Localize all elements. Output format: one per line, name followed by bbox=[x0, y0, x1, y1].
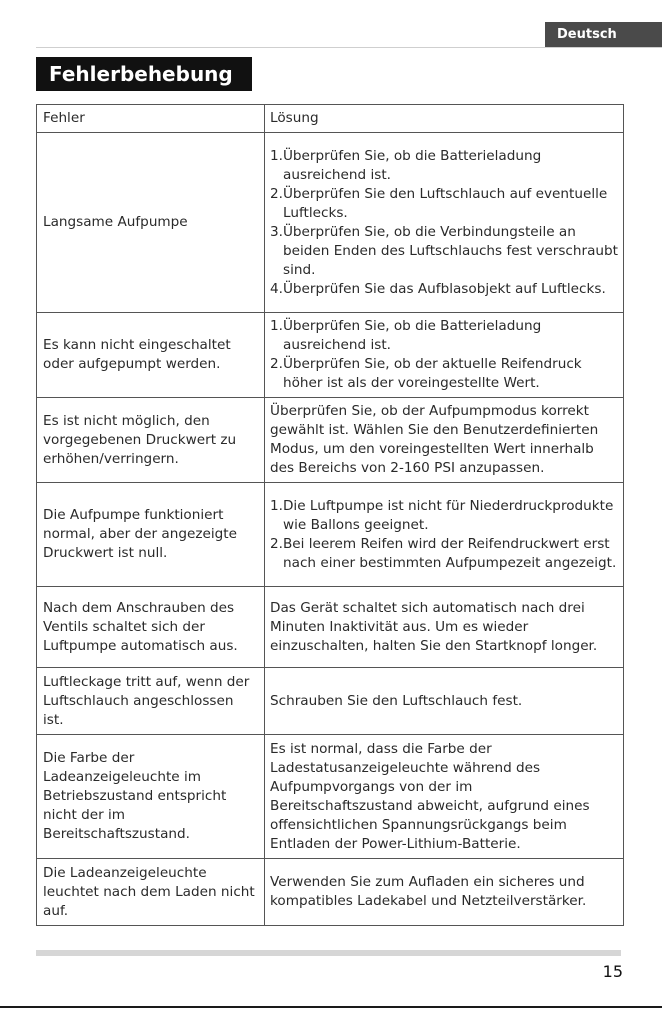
solution-cell: Überprüfen Sie, ob der Aufpumpmodus korrekt gewählt ist. Wählen Sie den Benutzerdefinierten Modus, um den voreingestellten Wert innerhalb des Bereichs von 2-160 PSI anzupassen. bbox=[265, 398, 624, 483]
problem-cell: Es ist nicht möglich, den vorgegebenen Druckwert zu erhöhen/verringern. bbox=[37, 398, 265, 483]
solution-step: 1.Überprüfen Sie, ob die Batterieladung ausreichend ist. bbox=[270, 147, 542, 183]
solution-cell bbox=[265, 313, 624, 398]
table-row bbox=[37, 859, 624, 926]
header-problem: Fehler bbox=[37, 105, 265, 133]
page-title: Fehlerbehebung bbox=[36, 57, 252, 91]
problem-cell: Langsame Aufpumpe bbox=[37, 133, 265, 313]
solution-cell: Schrauben Sie den Luftschlauch fest. bbox=[265, 668, 624, 735]
table-row bbox=[37, 133, 624, 313]
table-row bbox=[37, 668, 624, 735]
table-row bbox=[37, 398, 624, 483]
language-tab: Deutsch bbox=[545, 22, 662, 47]
problem-cell: Die Farbe der Ladeanzeigeleuchte im Betriebszustand entspricht nicht der im Bereitschaftszustand. bbox=[37, 735, 265, 859]
solution-cell bbox=[265, 483, 624, 587]
problem-cell: Es kann nicht eingeschaltet oder aufgepumpt werden. bbox=[37, 313, 265, 398]
solution-step: 2.Überprüfen Sie, ob der aktuelle Reifendruck höher ist als der voreingestellte Wert. bbox=[270, 356, 582, 391]
solution-cell bbox=[265, 133, 624, 313]
solution-step: 1.Die Luftpumpe ist nicht für Niederdruckprodukte wie Ballons geeignet. bbox=[270, 497, 614, 533]
solution-list bbox=[270, 317, 618, 393]
problem-cell: Die Aufpumpe funktioniert normal, aber der angezeigte Druckwert ist null. bbox=[37, 483, 265, 587]
table-row bbox=[37, 313, 624, 398]
solution-step: 2.Bei leerem Reifen wird der Reifendruckwert erst nach einer bestimmten Aufpumpezeit angezeigt. bbox=[270, 535, 617, 571]
footer-bar bbox=[36, 950, 621, 956]
solution-cell: Das Gerät schaltet sich automatisch nach drei Minuten Inaktivität aus. Um es wieder einzuschalten, halten Sie den Startknopf longer. bbox=[265, 587, 624, 668]
problem-cell: Nach dem Anschrauben des Ventils schaltet sich der Luftpumpe automatisch aus. bbox=[37, 587, 265, 668]
bottom-divider bbox=[0, 1006, 662, 1008]
solution-list bbox=[270, 147, 618, 299]
table-header-row bbox=[37, 105, 624, 133]
solution-cell: Verwenden Sie zum Aufladen ein sicheres und kompatibles Ladekabel und Netzteilverstärker. bbox=[265, 859, 624, 926]
page-number: 15 bbox=[602, 962, 623, 981]
solution-step: 4.Überprüfen Sie das Aufblasobjekt auf Luftlecks. bbox=[270, 280, 606, 297]
troubleshooting-table bbox=[36, 104, 624, 926]
header-divider bbox=[36, 47, 662, 48]
solution-step: 1.Überprüfen Sie, ob die Batterieladung ausreichend ist. bbox=[270, 318, 542, 353]
solution-cell: Es ist normal, dass die Farbe der Ladestatusanzeigeleuchte während des Aufpumpvorgangs von der im Bereitschaftszustand abweicht, aufgrund eines offensichtlichen Spannungsrückgangs beim Entladen der Power-Lithium-Batterie. bbox=[265, 735, 624, 859]
table-row bbox=[37, 483, 624, 587]
table-row bbox=[37, 587, 624, 668]
solution-list bbox=[270, 497, 618, 573]
table-row bbox=[37, 735, 624, 859]
solution-step: 3.Überprüfen Sie, ob die Verbindungsteile an beiden Enden des Luftschlauchs fest verschraubt sind. bbox=[270, 223, 618, 278]
solution-step: 2.Überprüfen Sie den Luftschlauch auf eventuelle Luftlecks. bbox=[270, 185, 608, 221]
problem-cell: Die Ladeanzeigeleuchte leuchtet nach dem Laden nicht auf. bbox=[37, 859, 265, 926]
problem-cell: Luftleckage tritt auf, wenn der Luftschlauch angeschlossen ist. bbox=[37, 668, 265, 735]
header-solution: Lösung bbox=[265, 105, 624, 133]
